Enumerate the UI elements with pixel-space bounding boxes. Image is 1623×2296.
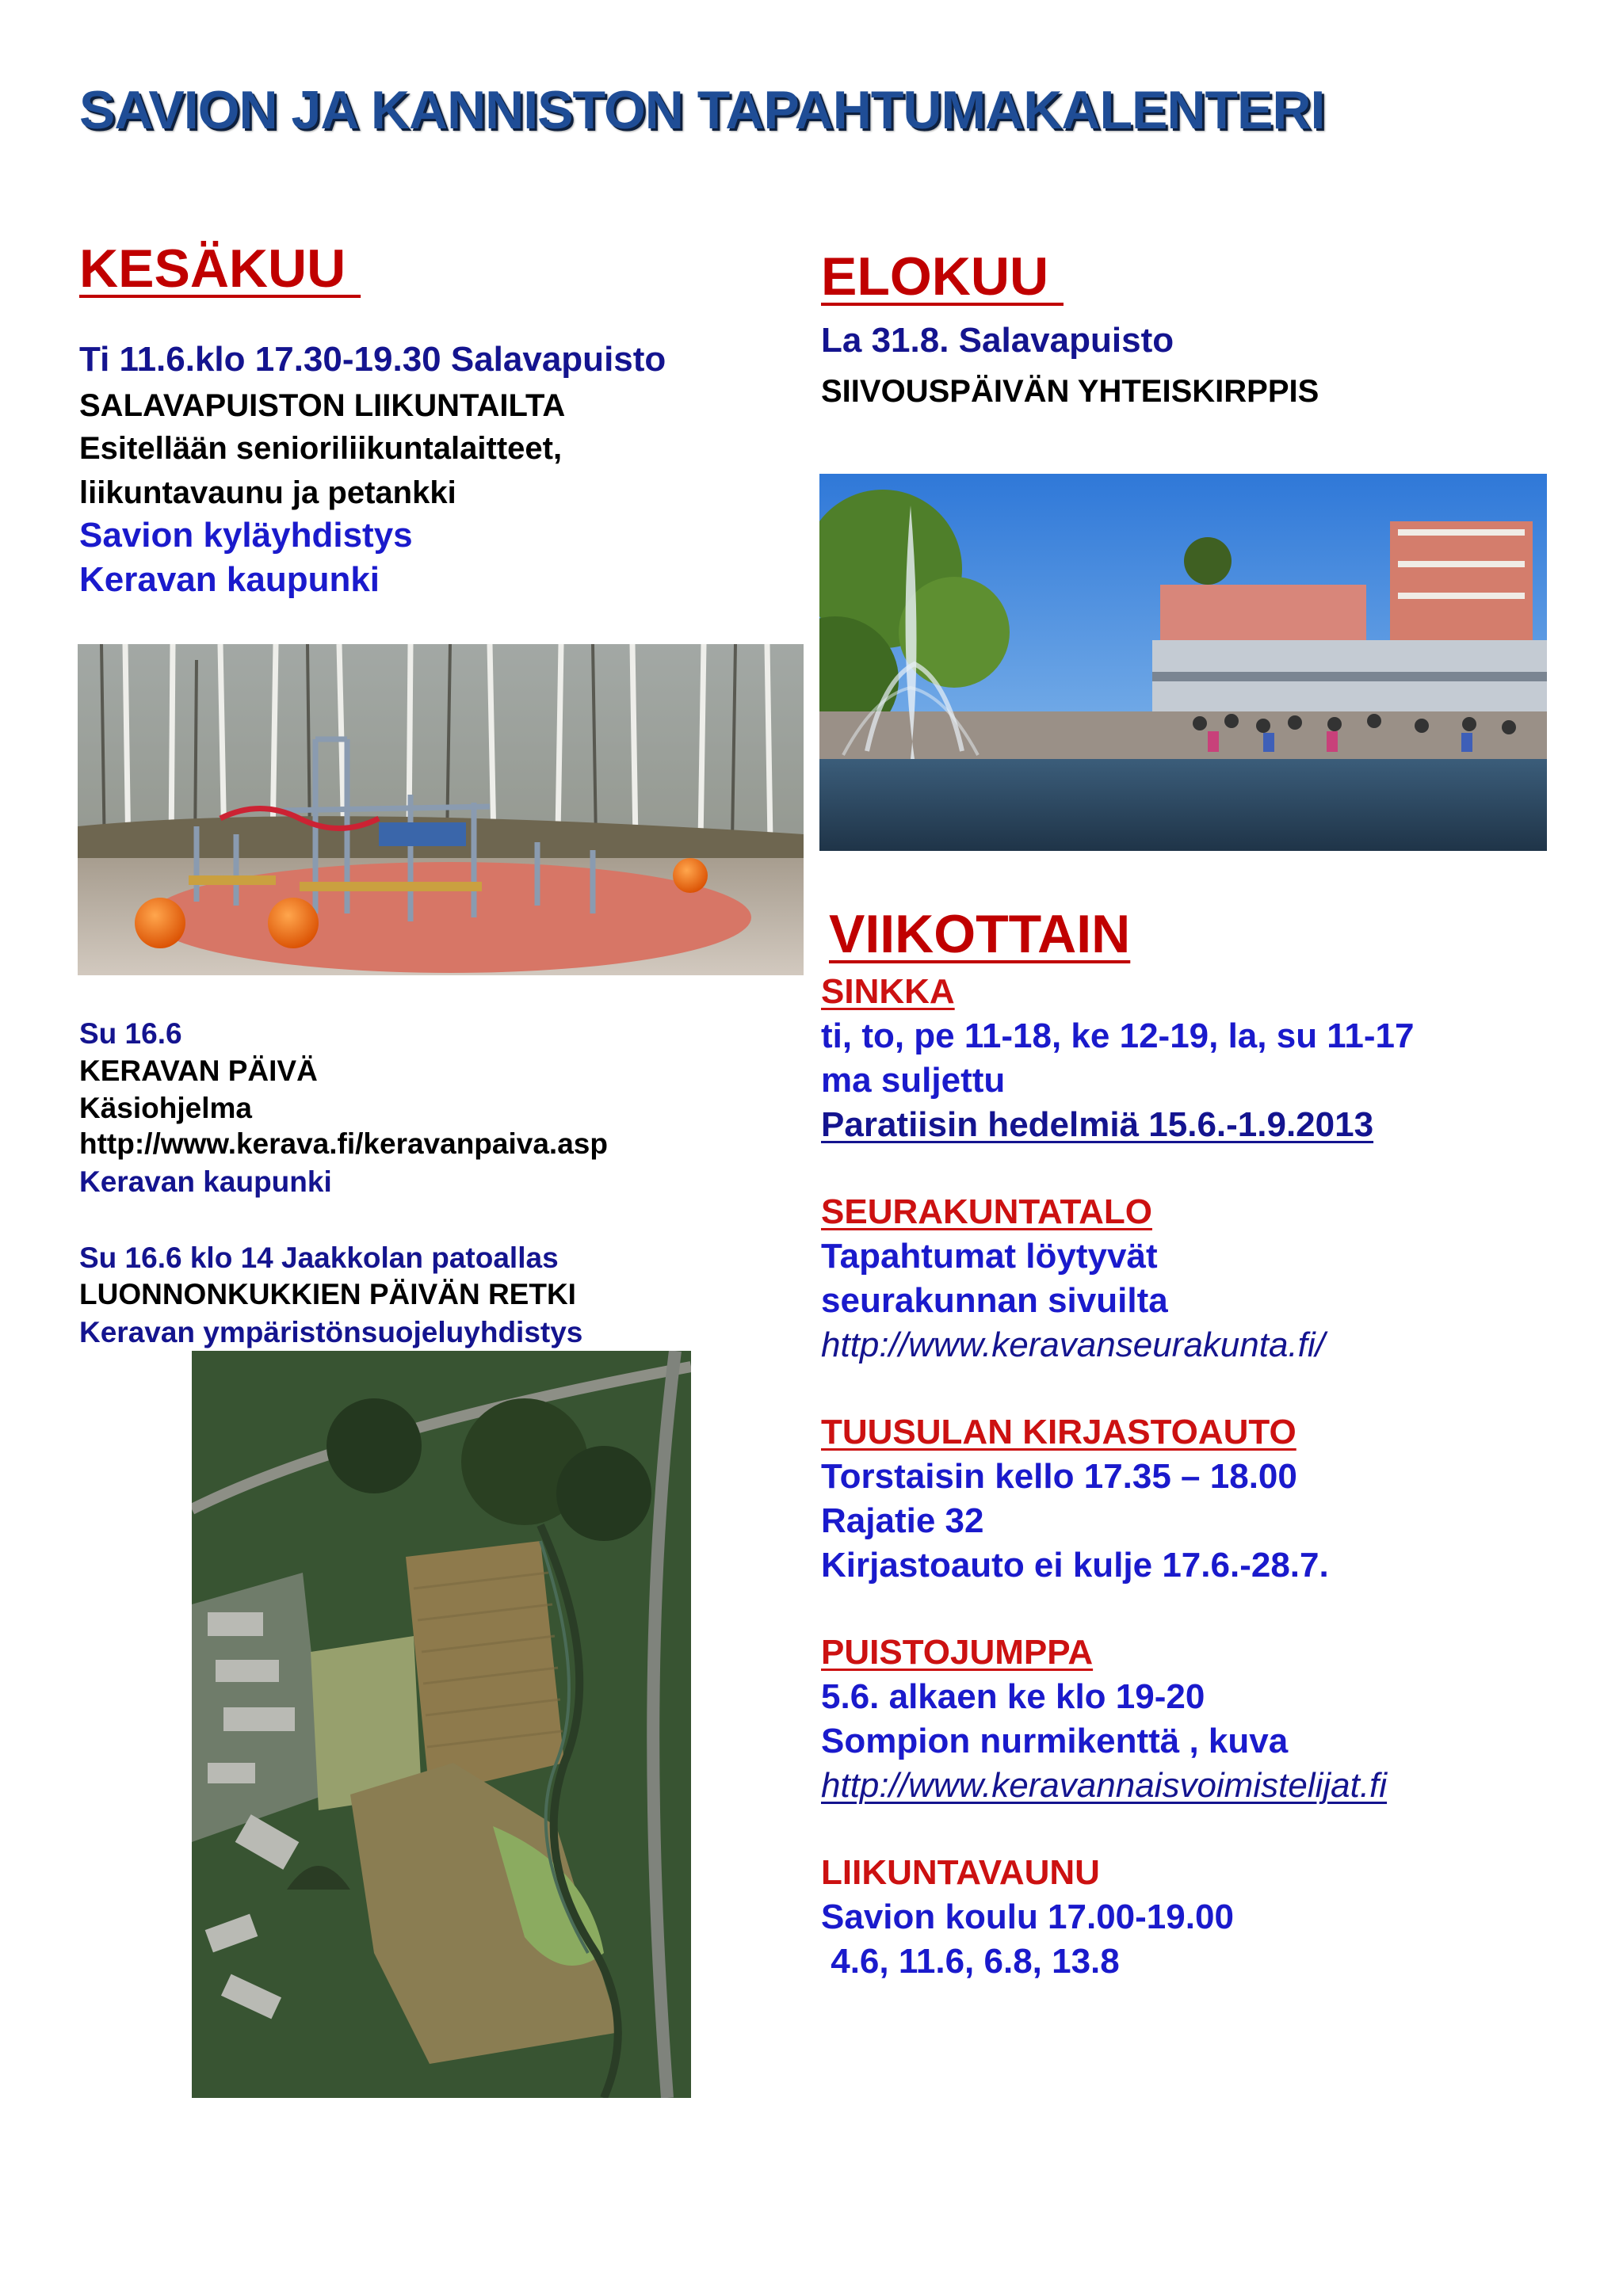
event-description: Esitellään senioriliikuntalaitteet, [79, 431, 563, 466]
event-date: Su 16.6 [79, 1017, 182, 1050]
venue-label-kirjastoauto: TUUSULAN KIRJASTOAUTO [821, 1413, 1296, 1451]
venue-info: Savion koulu 17.00-19.00 [821, 1897, 1234, 1936]
event-description: Käsiohjelma [79, 1092, 252, 1124]
venue-info: Rajatie 32 [821, 1501, 984, 1540]
venue-label-seurakuntatalo: SEURAKUNTATALO [821, 1192, 1152, 1231]
event-link[interactable]: http://www.kerava.fi/keravanpaiva.asp [79, 1127, 608, 1160]
event-organizer: Savion kyläyhdistys [79, 516, 413, 555]
venue-label-sinkka: SINKKA [821, 972, 955, 1011]
playground-photo [78, 644, 804, 975]
fountain-photo [819, 474, 1547, 851]
month-heading-elokuu: ELOKUU [821, 246, 1064, 307]
venue-info: seurakunnan sivuilta [821, 1281, 1168, 1320]
seurakunta-link[interactable]: http://www.keravanseurakunta.fi/ [821, 1325, 1325, 1364]
section-heading-viikottain: VIIKOTTAIN [829, 904, 1131, 964]
month-heading-kesakuu: KESÄKUU [79, 238, 361, 299]
venue-closed: ma suljettu [821, 1061, 1006, 1100]
page-title: SAVION JA KANNISTON TAPAHTUMAKALENTERI [79, 80, 1325, 140]
event-date: La 31.8. Salavapuisto [821, 321, 1174, 360]
event-name: KERAVAN PÄIVÄ [79, 1055, 318, 1087]
venue-info: Sompion nurmikenttä , kuva [821, 1722, 1289, 1760]
venue-hours: ti, to, pe 11-18, ke 12-19, la, su 11-17 [821, 1016, 1415, 1055]
event-date: Ti 11.6.klo 17.30-19.30 Salavapuisto [79, 340, 666, 379]
event-date: Su 16.6 klo 14 Jaakkolan patoallas [79, 1241, 559, 1274]
event-name: LUONNONKUKKIEN PÄIVÄN RETKI [79, 1278, 576, 1310]
venue-dates: 4.6, 11.6, 6.8, 13.8 [821, 1942, 1120, 1981]
venue-label-liikuntavaunu: LIIKUNTAVAUNU [821, 1853, 1100, 1892]
event-organizer: Keravan kaupunki [79, 560, 380, 599]
exhibition-link[interactable]: Paratiisin hedelmiä 15.6.-1.9.2013 [821, 1105, 1374, 1144]
event-organizer: Keravan kaupunki [79, 1165, 332, 1198]
venue-info: 5.6. alkaen ke klo 19-20 [821, 1677, 1205, 1716]
event-name: SIIVOUSPÄIVÄN YHTEISKIRPPIS [821, 374, 1319, 409]
venue-info: Tapahtumat löytyvät [821, 1237, 1158, 1276]
aerial-map-photo [192, 1351, 691, 2098]
venue-info: Torstaisin kello 17.35 – 18.00 [821, 1457, 1297, 1496]
venue-label-puistojumppa: PUISTOJUMPPA [821, 1633, 1094, 1672]
event-name: SALAVAPUISTON LIIKUNTAILTA [79, 388, 566, 423]
event-organizer: Keravan ympäristönsuojeluyhdistys [79, 1316, 583, 1348]
event-description: liikuntavaunu ja petankki [79, 475, 456, 510]
puistojumppa-link[interactable]: http://www.keravannaisvoimistelijat.fi [821, 1766, 1388, 1805]
venue-info: Kirjastoauto ei kulje 17.6.-28.7. [821, 1546, 1329, 1585]
